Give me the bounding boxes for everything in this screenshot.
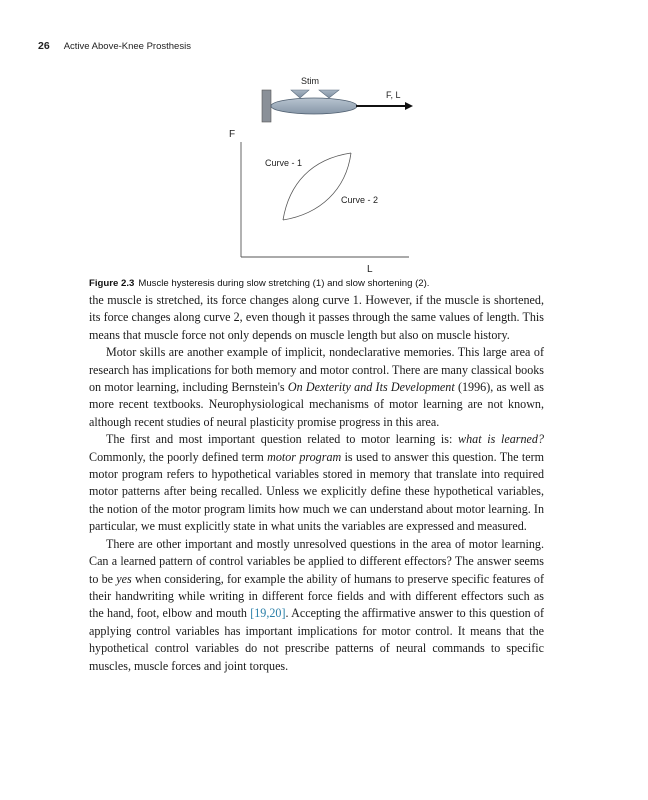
book-title: On Dexterity and Its Development <box>287 380 455 395</box>
stim-electrode-right <box>319 90 339 98</box>
citation-link[interactable]: [19,20] <box>250 606 286 621</box>
paragraph-3-text-c: is used to answer this question. The term motor program refers to hypothetical variables stored in memory that translate into required motor patterns after being recalled. Unless we explicitly define these hypothetical variables, the notion of the motor program limits how much we can understand about motor learning. In particular, we must explicitly state in what units the variables are expressed and measured. <box>89 449 545 534</box>
paragraph-2-text-a: Motor skills are another example of implicit, nondeclarative memories. This large area of research has implications for both memory and motor control. There are many classical books on motor learning, including Bernstein's <box>89 345 544 395</box>
body-text <box>89 292 544 675</box>
fixed-wall <box>262 90 271 122</box>
figure-muscle-hysteresis <box>0 0 648 275</box>
paragraph-4-text-c: . Accepting the affirmative answer to this question of applying control variables has important implications for motor control. It means that the hypothetical control variables do not prescribe patterns of neural commands to specific muscles, muscle forces and joint torques. <box>89 606 544 673</box>
figure-diagram <box>0 0 648 275</box>
paragraph-1: the muscle is stretched, its force changes along curve 1. However, if the muscle is shortened, its force changes along curve 2, even though it passes through the same values of length. This means that muscle force not only depends on muscle length but also on muscle history. <box>89 293 544 342</box>
y-axis-label: F <box>229 129 236 140</box>
figure-number: Figure 2.3 <box>89 278 135 289</box>
paragraph-4-text-b: when considering, for example the ability of humans to preserve specific features of their handwriting while writing in different force fields and with different effectors such as the hand, foot, elbow and mouth <box>89 571 544 621</box>
paragraph-3 <box>89 431 544 535</box>
paragraph-3-text-b: Commonly, the poorly defined term <box>89 449 268 464</box>
paragraph-2-text-b: (1996), as well as more recent textbooks. Neurophysiological mechanisms of motor learning are not known, although recent studies of neural plasticity promise progress in this area. <box>89 380 544 429</box>
paragraph-4 <box>89 536 544 675</box>
curve-2-label: Curve - 2 <box>341 195 379 205</box>
curve-1-label: Curve - 1 <box>265 158 303 168</box>
figure-caption <box>89 278 559 289</box>
muscle-body <box>271 98 357 114</box>
emphasis-what-is-learned: what is learned? <box>458 432 544 447</box>
running-title: Active Above-Knee Prosthesis <box>63 41 191 52</box>
paragraph-2 <box>89 344 544 431</box>
pull-arrow-head <box>405 102 413 110</box>
force-length-label: F, L <box>386 90 401 100</box>
figure-caption-text: Muscle hysteresis during slow stretching (1) and slow shortening (2). <box>138 278 430 289</box>
paragraph-3-text-a: The first and most important question related to motor learning is: <box>106 432 459 447</box>
paragraph-4-text-a: There are other important and mostly unresolved questions in the area of motor learning. Can a learned pattern of control variables be applied to different effectors? The answer seems to be <box>89 536 544 586</box>
stim-electrode-left <box>291 90 309 98</box>
x-axis-label: L <box>367 264 373 275</box>
emphasis-motor-program: motor program <box>267 449 342 464</box>
emphasis-yes: yes <box>116 571 132 586</box>
page-number: 26 <box>38 40 50 52</box>
stim-label: Stim <box>301 76 319 86</box>
